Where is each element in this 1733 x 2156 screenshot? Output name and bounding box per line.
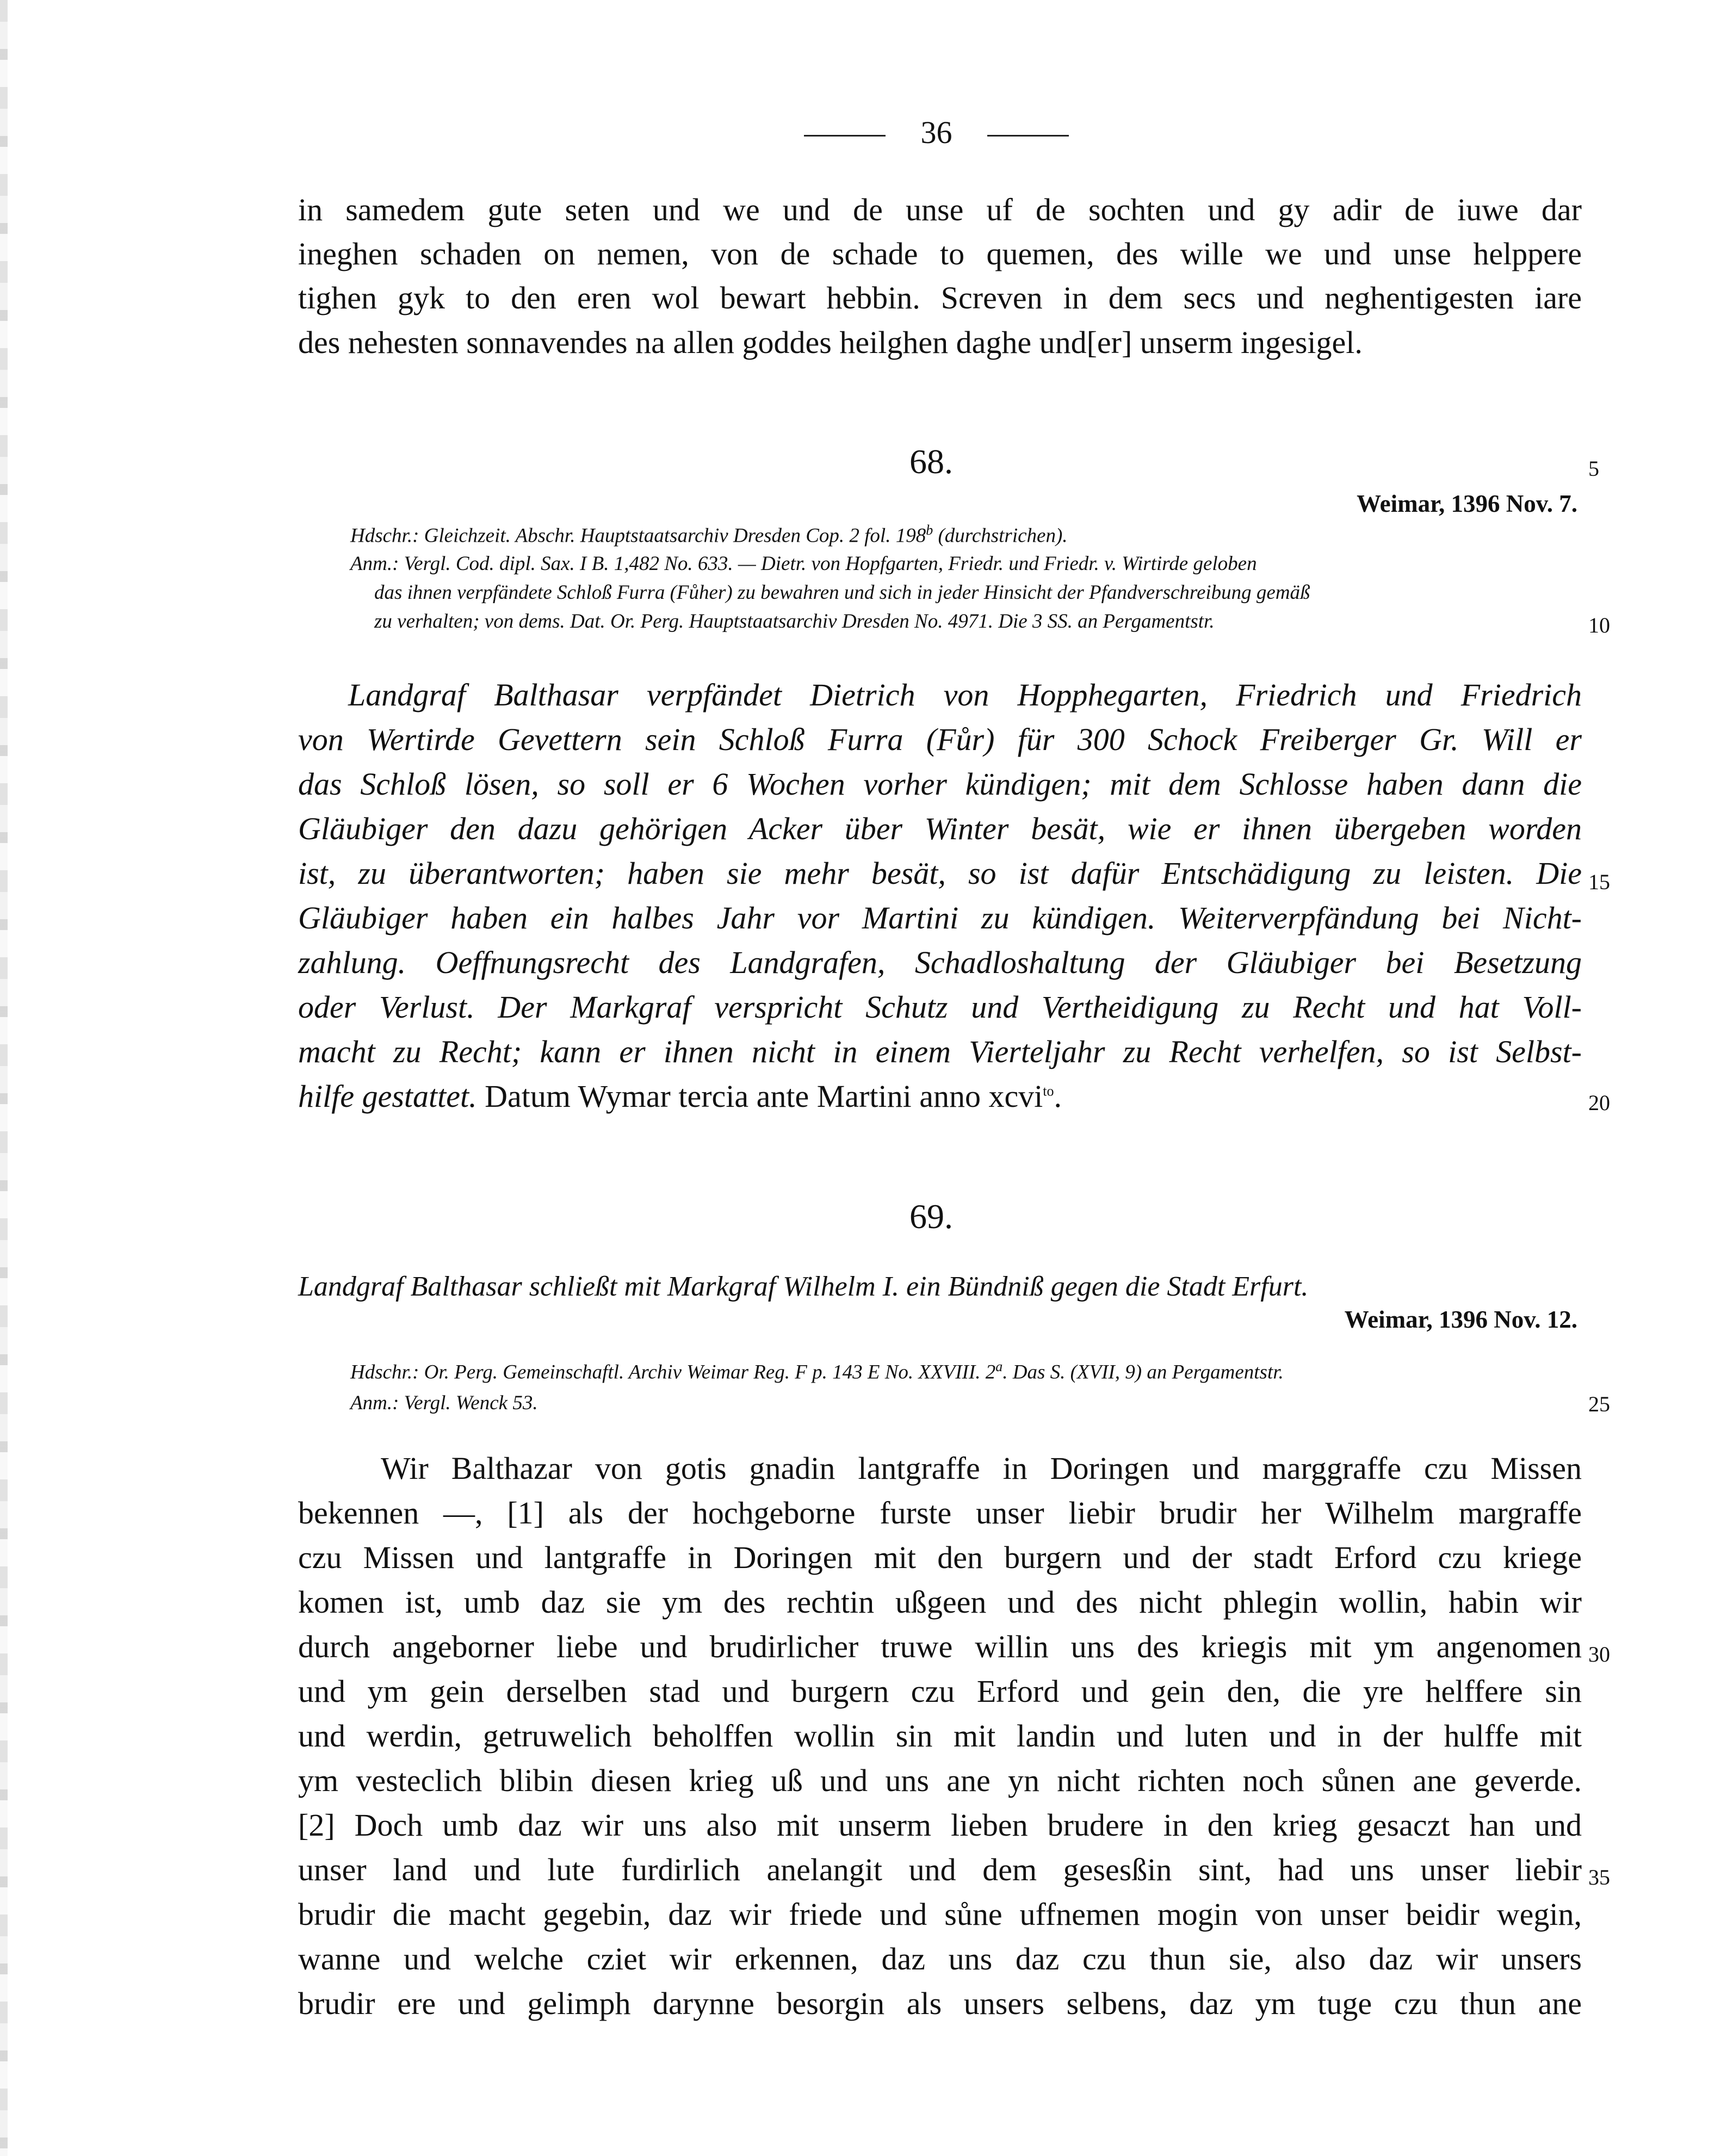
regest-line-3: das Schloß lösen, so soll er 6 Wochen vorher kündigen; mit dem Schlosse haben dann die <box>298 766 1582 802</box>
annotation-line: Anm.: Vergl. Wenck 53. <box>350 1392 538 1414</box>
line-number-10: 10 <box>1588 613 1610 637</box>
line-number-35: 35 <box>1588 1865 1610 1889</box>
document-title: Landgraf Balthasar schließt mit Markgraf Wilhelm I. ein Bündniß gegen die Stadt Erfurt. <box>298 1271 1309 1302</box>
regest-line-2: von Wertirde Gevettern sein Schloß Furra (Fůr) für 300 Schock Freiberger Gr. Will er <box>298 722 1582 757</box>
line-number-30: 30 <box>1588 1642 1610 1666</box>
annotation-line-2: das ihnen verpfändete Schloß Furra (Fůher) zu bewahren und sich in jeder Hinsicht der Pfandverschreibung gemäß <box>374 581 1310 604</box>
annotation-line-1: Anm.: Vergl. Cod. dipl. Sax. I B. 1,482 No. 633. — Dietr. von Hopfgarten, Friedr. und Friedr. v. Wirtirde geloben <box>350 553 1257 575</box>
document-number: 69. <box>909 1197 953 1236</box>
text-line-9: [2] Doch umb daz wir uns also mit unserm lieben brudere in den krieg gesaczt han und <box>298 1807 1582 1843</box>
regest-line-1: Landgraf Balthasar verpfändet Dietrich von Hopphegarten, Friedrich und Friedrich <box>348 677 1582 713</box>
page-number: 36 <box>920 115 952 150</box>
line-number-20: 20 <box>1588 1091 1610 1115</box>
scan-edge-shadow <box>0 0 8 2156</box>
page-header <box>804 114 1069 151</box>
text-line-11: brudir die macht gegebin, daz wir friede und sůne uffnemen mogin von unser beidir wegin, <box>298 1897 1582 1932</box>
line-number-25: 25 <box>1588 1392 1610 1416</box>
continuation-line-3: tighen gyk to den eren wol bewart hebbin. Screven in dem secs und neghentigesten iare <box>298 280 1582 315</box>
place-date: Weimar, 1396 Nov. 12. <box>1344 1306 1577 1333</box>
document-number: 68. <box>909 442 953 481</box>
continuation-line-4: des nehesten sonnavendes na allen goddes heilghen daghe und[er] unserm ingesigel. <box>298 325 1363 360</box>
text-line-7: und werdin, getruwelich beholffen wollin sin mit landin und luten und in der hulffe mit <box>298 1718 1582 1754</box>
line-number-5: 5 <box>1588 456 1599 481</box>
text-line-4: komen ist, umb daz sie ym des rechtin ußgeen und des nicht phlegin wollin, habin wir <box>298 1584 1582 1620</box>
text-line-3: czu Missen und lantgraffe in Doringen mit den burgern und der stadt Erford czu kriege <box>298 1540 1582 1575</box>
regest-line-6: Gläubiger haben ein halbes Jahr vor Martini zu kündigen. Weiterverpfändung bei Nicht- <box>298 900 1582 935</box>
text-line-1: Wir Balthazar von gotis gnadin lantgraffe in Doringen und marggraffe czu Missen <box>381 1451 1582 1486</box>
regest-line-5: ist, zu überantworten; haben sie mehr besät, so ist dafür Entschädigung zu leisten. Die <box>298 856 1582 891</box>
continuation-line-1: in samedem gute seten und we und de unse uf de sochten und gy adir de iuwe dar <box>298 192 1582 227</box>
manuscript-note: Hdschr.: Gleichzeit. Abschr. Hauptstaatsarchiv Dresden Cop. 2 fol. 198$^b$ (durchstrichen). <box>350 522 1068 547</box>
header-rule-left <box>804 135 886 137</box>
regest-line-7: zahlung. Oeffnungsrecht des Landgrafen, Schadloshaltung der Gläubiger bei Besetzung <box>298 945 1582 980</box>
manuscript-note: Hdschr.: Or. Perg. Gemeinschaftl. Archiv Weimar Reg. F p. 143 E No. XXVIII. 2$^a$. Das S. (XVII, 9) an Pergamentstr. <box>350 1359 1284 1384</box>
text-line-10: unser land und lute furdirlich anelangit und dem gesesßin sint, had uns unser liebir <box>298 1852 1582 1887</box>
text-line-2: bekennen —, [1] als der hochgeborne furste unser liebir brudir her Wilhelm margraffe <box>298 1495 1582 1531</box>
place-date: Weimar, 1396 Nov. 7. <box>1357 490 1577 517</box>
regest-line-4: Gläubiger den dazu gehörigen Acker über Winter besät, wie er ihnen übergeben worden <box>298 811 1582 846</box>
text-line-12: wanne und welche cziet wir erkennen, daz uns daz czu thun sie, also daz wir unsers <box>298 1941 1582 1977</box>
annotation-line-3: zu verhalten; von dems. Dat. Or. Perg. Hauptstaatsarchiv Dresden No. 4971. Die 3 SS. an Pergamentstr. <box>374 610 1215 633</box>
header-rule-right <box>987 135 1069 137</box>
line-number-15: 15 <box>1588 870 1610 894</box>
text-line-8: ym vesteclich blibin diesen krieg uß und uns ane yn nicht richten noch sůnen ane geverde. <box>298 1763 1582 1798</box>
text-line-13: brudir ere und gelimph darynne besorgin als unsers selbens, daz ym tuge czu thun ane <box>298 1986 1582 2021</box>
regest-line-10: hilfe gestattet. Datum Wymar tercia ante Martini anno xcvi$^{to}$. <box>298 1079 1062 1114</box>
regest-line-8: oder Verlust. Der Markgraf verspricht Schutz und Vertheidigung zu Recht und hat Voll- <box>298 989 1582 1025</box>
text-line-6: und ym gein derselben stad und burgern czu Erford und gein den, die yre helffere sin <box>298 1674 1582 1709</box>
continuation-line-2: ineghen schaden on nemen, von de schade to quemen, des wille we und unse helppere <box>298 236 1582 271</box>
text-line-5: durch angeborner liebe und brudirlicher truwe willin uns des kriegis mit ym angenomen <box>298 1629 1582 1664</box>
regest-line-9: macht zu Recht; kann er ihnen nicht in einem Vierteljahr zu Recht verhelfen, so ist Selbst- <box>298 1034 1582 1069</box>
